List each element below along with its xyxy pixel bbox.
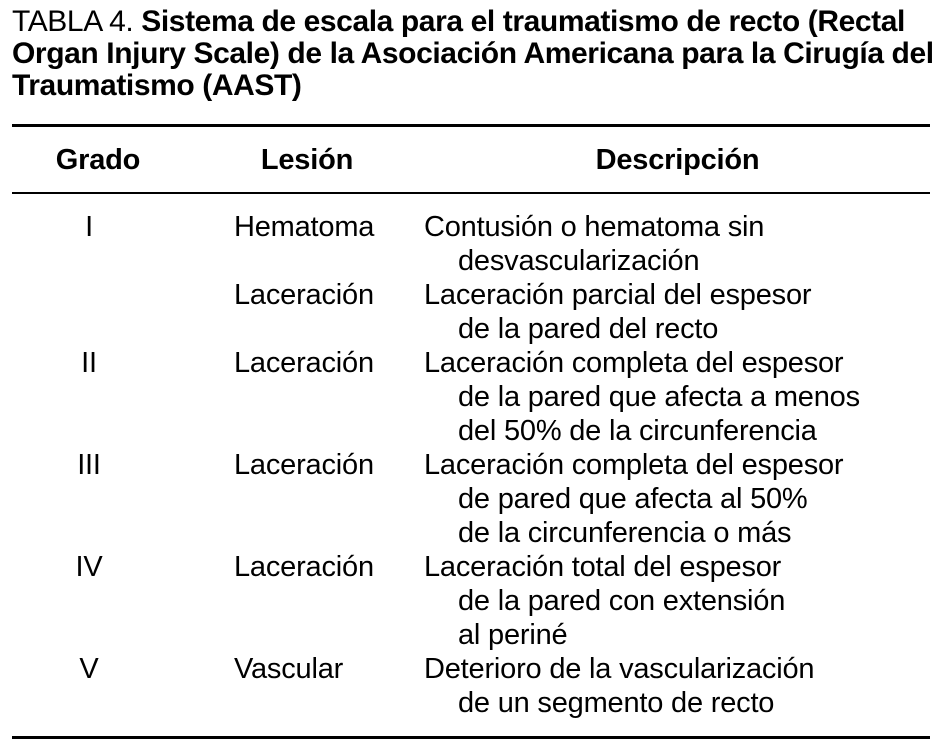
table-row	[0, 652, 945, 720]
cell-description	[424, 652, 945, 720]
cell-lesion: Laceración	[234, 551, 374, 583]
bottom-rule	[12, 736, 930, 739]
description-line: de la pared que afecta a menos	[458, 381, 860, 413]
cell-description	[424, 210, 945, 278]
table-body	[0, 210, 945, 720]
table-row	[0, 448, 945, 550]
table-title: Sistema de escala para el traumatismo de recto (Rectal Organ Injury Scale) de la Asociación Americana para la Cirugía del Traumatismo (AAST)	[12, 5, 934, 102]
cell-lesion: Laceración	[234, 449, 374, 481]
cell-grade	[0, 278, 178, 346]
cell-description	[424, 550, 945, 652]
table-label: TABLA 4.	[12, 5, 134, 38]
description-line: desvascularización	[458, 245, 700, 277]
description-line: de la pared con extensión	[458, 585, 786, 617]
cell-lesion: Vascular	[234, 653, 344, 685]
cell-grade: IV	[75, 551, 103, 583]
description-line: del 50% de la circunferencia	[458, 415, 817, 447]
description-line: al periné	[458, 619, 568, 651]
cell-grade: I	[85, 211, 93, 243]
cell-description	[424, 278, 945, 346]
cell-lesion: Hematoma	[234, 211, 375, 243]
description-line: de la pared del recto	[458, 313, 719, 345]
top-rule	[12, 124, 930, 127]
table-row	[0, 346, 945, 448]
description-line: Laceración completa del espesor	[424, 347, 844, 379]
description-line: Contusión o hematoma sin	[424, 211, 765, 243]
cell-grade: II	[81, 347, 97, 379]
table-row	[0, 278, 945, 346]
table-caption	[12, 6, 937, 102]
description-line: Laceración completa del espesor	[424, 449, 844, 481]
cell-grade: III	[77, 449, 101, 481]
description-line: de pared que afecta al 50%	[458, 483, 808, 515]
table-row	[0, 210, 945, 278]
description-line: Laceración parcial del espesor	[424, 279, 812, 311]
description-line: de la circunferencia o más	[458, 517, 792, 549]
cell-lesion: Laceración	[234, 279, 374, 311]
cell-grade: V	[79, 653, 99, 685]
cell-description	[424, 448, 945, 550]
header-lesion: Lesión	[260, 144, 354, 176]
table-row	[0, 550, 945, 652]
header-grade: Grado	[55, 144, 141, 176]
description-line: Deterioro de la vascularización	[424, 653, 815, 685]
description-line: Laceración total del espesor	[424, 551, 782, 583]
header-description: Descripción	[595, 144, 760, 176]
description-line: de un segmento de recto	[458, 687, 775, 719]
cell-lesion: Laceración	[234, 347, 374, 379]
header-rule	[12, 192, 930, 194]
cell-description	[424, 346, 945, 448]
